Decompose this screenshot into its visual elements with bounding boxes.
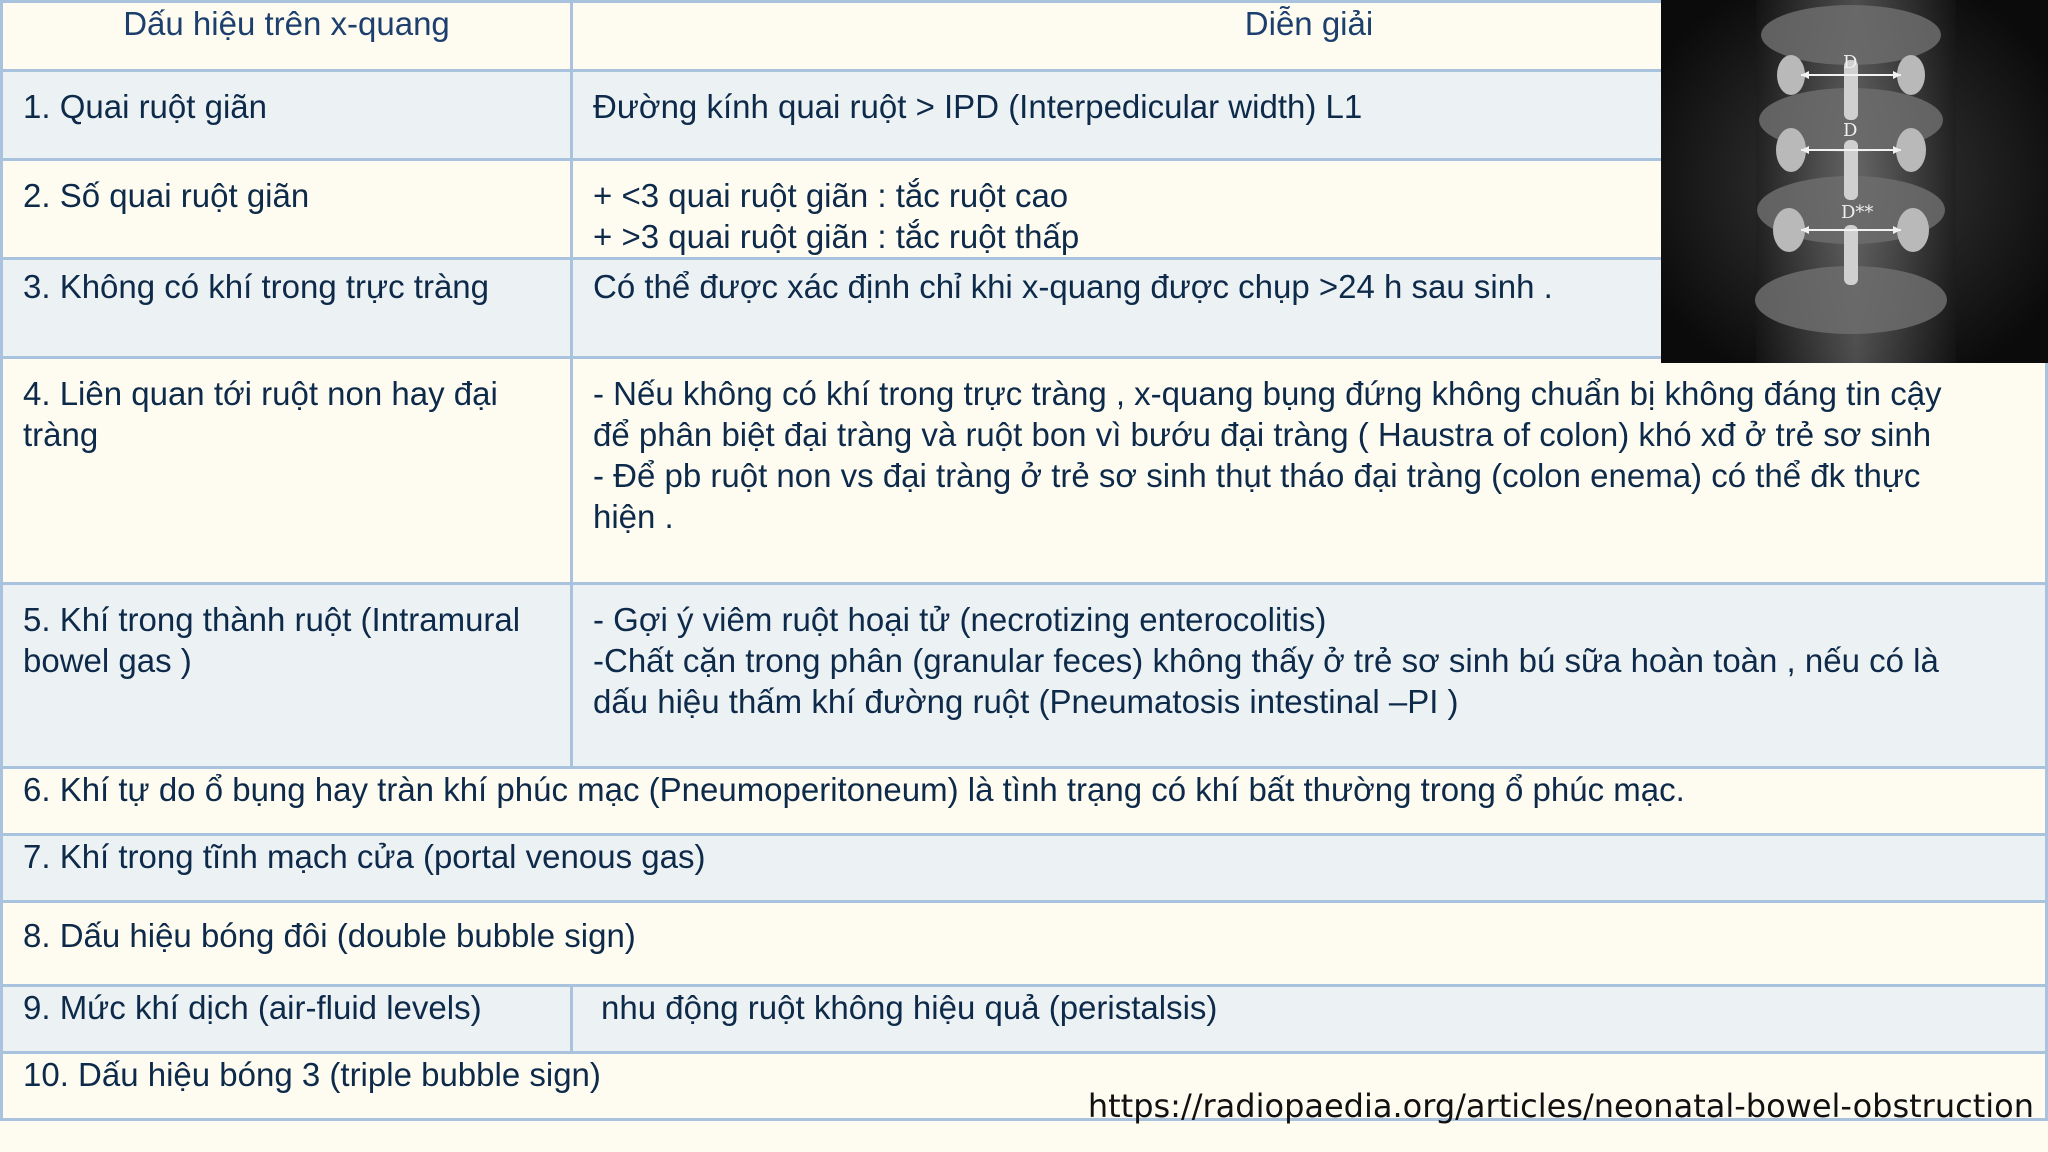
interpretation-text: + >3 quai ruột giãn : tắc ruột thấp <box>593 218 1080 255</box>
interpretation-text: - Để pb ruột non vs đại tràng ở trẻ sơ sinh thụt tháo đại tràng (colon enema) có thể đk thực <box>593 457 1921 494</box>
sign-text: 4. Liên quan tới ruột non hay đại <box>23 375 498 412</box>
table-row <box>2 358 2047 584</box>
xray-spine-graphic <box>1661 0 2048 363</box>
interpretation-text: dấu hiệu thấm khí đường ruột (Pneumatosis intestinal –PI ) <box>593 683 1459 720</box>
interpretation-text: Có thể được xác định chỉ khi x-quang được chụp >24 h sau sinh . <box>593 268 1553 305</box>
header-interpretation: Diễn giải <box>572 2 2047 71</box>
table-row <box>2 986 2047 1053</box>
sign-text: 1. Quai ruột giãn <box>23 88 267 125</box>
xray-label-d1: D <box>1843 52 1858 73</box>
header-sign: Dấu hiệu trên x-quang <box>2 2 572 71</box>
sign-text: tràng <box>23 416 99 453</box>
sign-text: 7. Khí trong tĩnh mạch cửa (portal venous gas) <box>23 838 706 875</box>
sign-text: 9. Mức khí dịch (air-fluid levels) <box>23 989 482 1026</box>
source-url[interactable]: https://radiopaedia.org/articles/neonatal-bowel-obstruction <box>1087 1087 2034 1125</box>
sign-text: 8. Dấu hiệu bóng đôi (double bubble sign) <box>23 917 636 954</box>
xray-label-d2: D <box>1843 120 1858 141</box>
table-row <box>2 902 2047 986</box>
xray-spine-image <box>1661 0 2048 363</box>
interpretation-text: hiện . <box>593 498 674 535</box>
sign-text: 10. Dấu hiệu bóng 3 (triple bubble sign) <box>23 1056 601 1093</box>
table-row <box>2 835 2047 902</box>
interpretation-text: để phân biệt đại tràng và ruột bon vì bướu đại tràng ( Haustra of colon) khó xđ ở trẻ sơ sinh <box>593 416 1932 453</box>
interpretation-text: + <3 quai ruột giãn : tắc ruột cao <box>593 177 1069 214</box>
sign-text: 3. Không có khí trong trực tràng <box>23 268 490 305</box>
interpretation-text: -Chất cặn trong phân (granular feces) không thấy ở trẻ sơ sinh bú sữa hoàn toàn , nếu có là <box>593 642 1939 679</box>
sign-text: 5. Khí trong thành ruột (Intramural <box>23 601 521 638</box>
xray-label-d3: D** <box>1841 202 1874 223</box>
sign-text: bowel gas ) <box>23 642 192 679</box>
sign-text: 2. Số quai ruột giãn <box>23 177 310 214</box>
table-row <box>2 584 2047 768</box>
interpretation-text: Đường kính quai ruột > IPD (Interpedicular width) L1 <box>593 88 1363 125</box>
interpretation-text: nhu động ruột không hiệu quả (peristalsis) <box>601 989 1218 1026</box>
table-row <box>2 768 2047 835</box>
interpretation-text: - Gợi ý viêm ruột hoại tử (necrotizing enterocolitis) <box>593 601 1327 638</box>
interpretation-text: - Nếu không có khí trong trực tràng , x-quang bụng đứng không chuẩn bị không đáng tin cậy <box>593 375 1942 412</box>
sign-text: 6. Khí tự do ổ bụng hay tràn khí phúc mạc (Pneumoperitoneum) là tình trạng có khí bất thường trong ổ phúc mạc. <box>23 771 1685 808</box>
